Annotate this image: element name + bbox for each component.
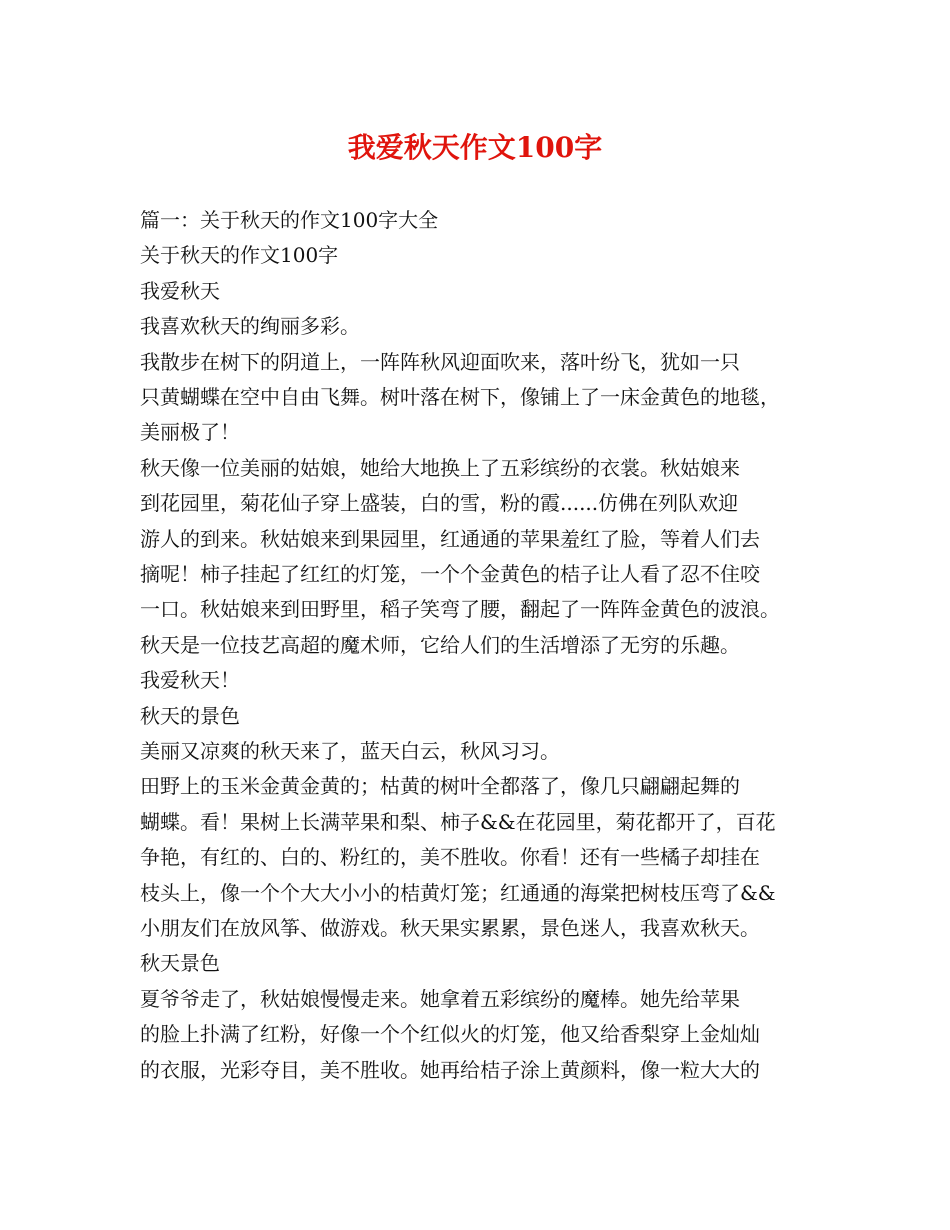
- text-line: 小朋友们在放风筝、做游戏。秋天果实累累，景色迷人，我喜欢秋天。: [140, 916, 760, 940]
- text-line: 秋天景色: [140, 951, 220, 975]
- text-line: 田野上的玉米金黄金黄的；枯黄的树叶全都落了，像几只翩翩起舞的: [140, 774, 740, 798]
- text-line: 关于秋天的作文100字: [140, 243, 339, 267]
- text-line: 篇一：关于秋天的作文100字大全: [140, 208, 439, 232]
- document-title: 我爱秋天作文100字: [347, 131, 603, 164]
- text-line: 秋天是一位技艺高超的魔术师，它给人们的生活增添了无穷的乐趣。: [140, 633, 740, 657]
- text-line: 我爱秋天！: [140, 668, 240, 692]
- text-line: 美丽又凉爽的秋天来了，蓝天白云，秋风习习。: [140, 739, 560, 763]
- text-line: 争艳，有红的、白的、粉红的，美不胜收。你看！还有一些橘子却挂在: [140, 845, 760, 869]
- text-line: 到花园里，菊花仙子穿上盛装，白的雪，粉的霞......仿佛在列队欢迎: [140, 491, 739, 515]
- text-line: 的脸上扑满了红粉，好像一个个红似火的灯笼，他又给香梨穿上金灿灿: [140, 1022, 760, 1046]
- text-line: 我散步在树下的阴道上，一阵阵秋风迎面吹来，落叶纷飞，犹如一只: [140, 350, 740, 374]
- text-line: 秋天像一位美丽的姑娘，她给大地换上了五彩缤纷的衣裳。秋姑娘来: [140, 456, 740, 480]
- text-line: 一口。秋姑娘来到田野里，稻子笑弯了腰，翻起了一阵阵金黄色的波浪。: [140, 597, 780, 621]
- text-line: 秋天的景色: [140, 704, 240, 728]
- text-line: 蝴蝶。看！果树上长满苹果和梨、柿子&&在花园里，菊花都开了，百花: [140, 810, 776, 834]
- text-line: 摘呢！柿子挂起了红红的灯笼，一个个金黄色的桔子让人看了忍不住咬: [140, 562, 760, 586]
- text-line: 枝头上，像一个个大大小小的桔黄灯笼；红通通的海棠把树枝压弯了&&: [140, 881, 776, 905]
- text-line: 我喜欢秋天的绚丽多彩。: [140, 314, 360, 338]
- text-line: 游人的到来。秋姑娘来到果园里，红通通的苹果羞红了脸，等着人们去: [140, 527, 760, 551]
- text-line: 夏爷爷走了，秋姑娘慢慢走来。她拿着五彩缤纷的魔棒。她先给苹果: [140, 987, 740, 1011]
- text-line: 我爱秋天: [140, 279, 220, 303]
- text-line: 只黄蝴蝶在空中自由飞舞。树叶落在树下，像铺上了一床金黄色的地毯，: [140, 385, 780, 409]
- text-line: 美丽极了！: [140, 420, 240, 444]
- text-line: 的衣服，光彩夺目，美不胜收。她再给桔子涂上黄颜料，像一粒大大的: [140, 1058, 760, 1082]
